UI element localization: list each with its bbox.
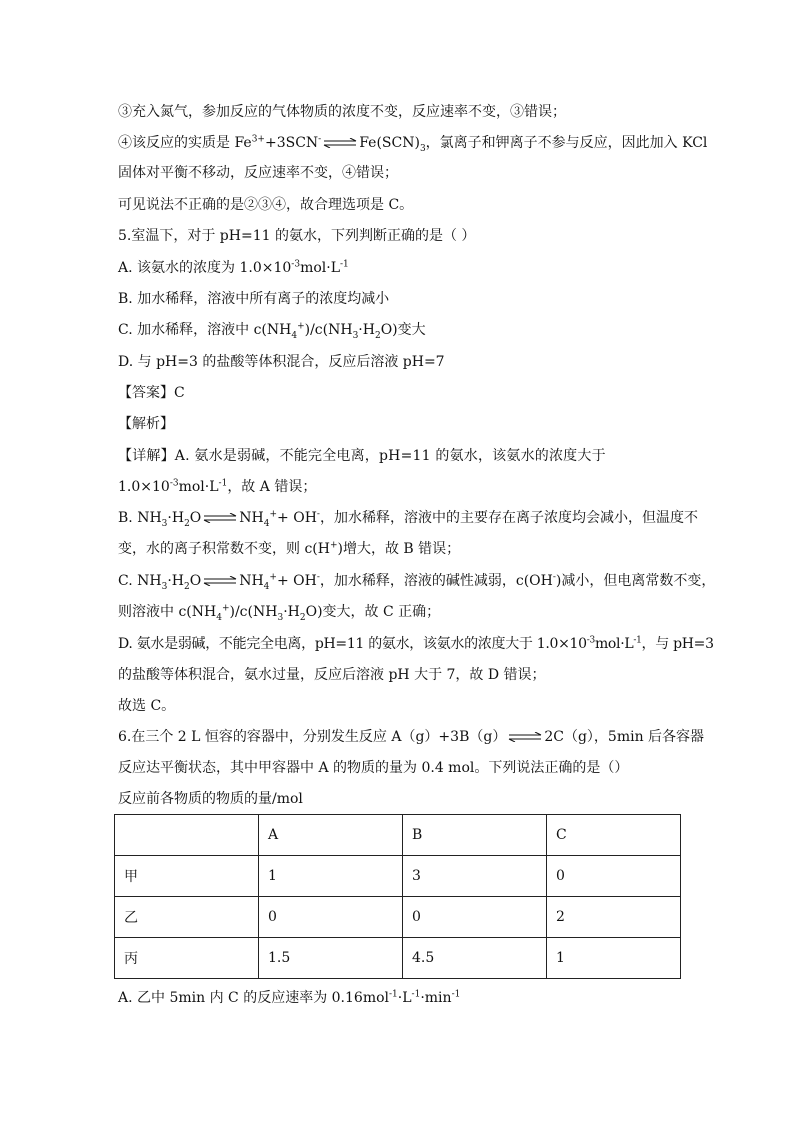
- option-d: D. 与 pH=3 的盐酸等体积混合，反应后溶液 pH=7: [118, 354, 445, 370]
- table-cell: A: [259, 815, 403, 856]
- option-b: B. 加水稀释，溶液中所有离子的浓度均减小: [118, 291, 390, 307]
- text-line: $1.0\times 10^{-3}mol\cdot L^{-1}$，故 A 错误；: [118, 478, 317, 495]
- table-cell: [115, 815, 259, 856]
- text-line: 则溶液中 $c(NH_4^+)/c(NH_3\cdot H_2O)$变大，故 C 正确；: [118, 603, 441, 623]
- text-line: 可见说法不正确的是②③④，故合理选项是 C。: [118, 197, 414, 213]
- table-cell: 3: [403, 856, 547, 897]
- table-cell: 丙: [115, 938, 259, 979]
- equilibrium-arrow-icon: [507, 732, 543, 742]
- equilibrium-arrow-icon: [322, 138, 358, 148]
- text-line: ③充入氮气，参加反应的气体物质的浓度不变，反应速率不变，③错误；: [118, 104, 566, 120]
- text-line: 固体对平衡不移动，反应速率不变，④错误；: [118, 165, 398, 181]
- table-cell: 1: [547, 938, 681, 979]
- table-cell: 1: [259, 856, 403, 897]
- option-a: A. 乙中 5min 内 C 的反应速率为 $0.16mol^{-1}\cdot L^{-1}\cdot\min^{-1}$: [118, 989, 461, 1006]
- table-cell: 乙: [115, 897, 259, 938]
- table-row: [115, 938, 681, 979]
- table-row: [115, 897, 681, 938]
- question-6-stem: 6.在三个 2 L 恒容的容器中，分别发生反应 A（g）+3B（g） 2C（g），5min 后各容器: [118, 729, 705, 745]
- table-cell: 1.5: [259, 938, 403, 979]
- table-cell: 0: [259, 897, 403, 938]
- table-header-row: [115, 815, 681, 856]
- text-line: 故选 C。: [118, 698, 176, 714]
- table-row: [115, 856, 681, 897]
- option-c: C. 加水稀释，溶液中 $c(NH_4^+)/c(NH_3\cdot H_2O)$变大: [118, 321, 426, 341]
- table-cell: 4.5: [403, 938, 547, 979]
- analysis-label: 【解析】: [118, 416, 174, 432]
- option-a: A. 该氨水的浓度为 $1.0\times 10^{-3}mol\cdot L^{-1}$: [118, 259, 349, 276]
- table-cell: 0: [403, 897, 547, 938]
- text-line: C. $NH_3\cdot H_2O$ $NH_4^++ OH^-$，加水稀释，溶液的碱性减弱，c(OH-)减小，但电离常数不变，: [118, 572, 716, 592]
- text-line: 变，水的离子积常数不变，则 c(H+)增大，故 B 错误；: [118, 540, 461, 557]
- text-line: 的盐酸等体积混合，氨水过量，反应后溶液 pH 大于 7，故 D 错误；: [118, 667, 546, 683]
- table-cell: B: [403, 815, 547, 856]
- data-table: [114, 814, 681, 979]
- question-5-stem: 5.室温下，对于 pH=11 的氨水，下列判断正确的是（ ）: [118, 228, 476, 244]
- equilibrium-arrow-icon: [202, 513, 238, 523]
- equilibrium-arrow-icon: [202, 576, 238, 586]
- text-line: 反应达平衡状态，其中甲容器中 A 的物质的量为 0.4 mol。下列说法正确的是（）: [118, 760, 629, 776]
- text-line: ④该反应的实质是 $Fe^{3+}+3SCN^-$ $Fe(SCN)_3$，氯离子和钾离子不参与反应，因此加入 KCl: [118, 134, 708, 154]
- text-line: D. 氨水是弱碱，不能完全电离，pH=11 的氨水，该氨水的浓度大于 $1.0\times 10^{-3}mol\cdot L^{-1}$，与 pH=3: [118, 635, 714, 652]
- table-cell: C: [547, 815, 681, 856]
- table-cell: 0: [547, 856, 681, 897]
- text-line: B. $NH_3\cdot H_2O$ $NH_4^++ OH^-$，加水稀释，溶液中的主要存在离子浓度均会减小，但温度不: [118, 509, 698, 529]
- table-caption: 反应前各物质的物质的量/mol: [118, 791, 303, 807]
- answer-label: 【答案】C: [118, 385, 185, 401]
- text-line: 【详解】A. 氨水是弱碱，不能完全电离，pH=11 的氨水，该氨水的浓度大于: [118, 448, 606, 464]
- table-cell: 2: [547, 897, 681, 938]
- table-cell: 甲: [115, 856, 259, 897]
